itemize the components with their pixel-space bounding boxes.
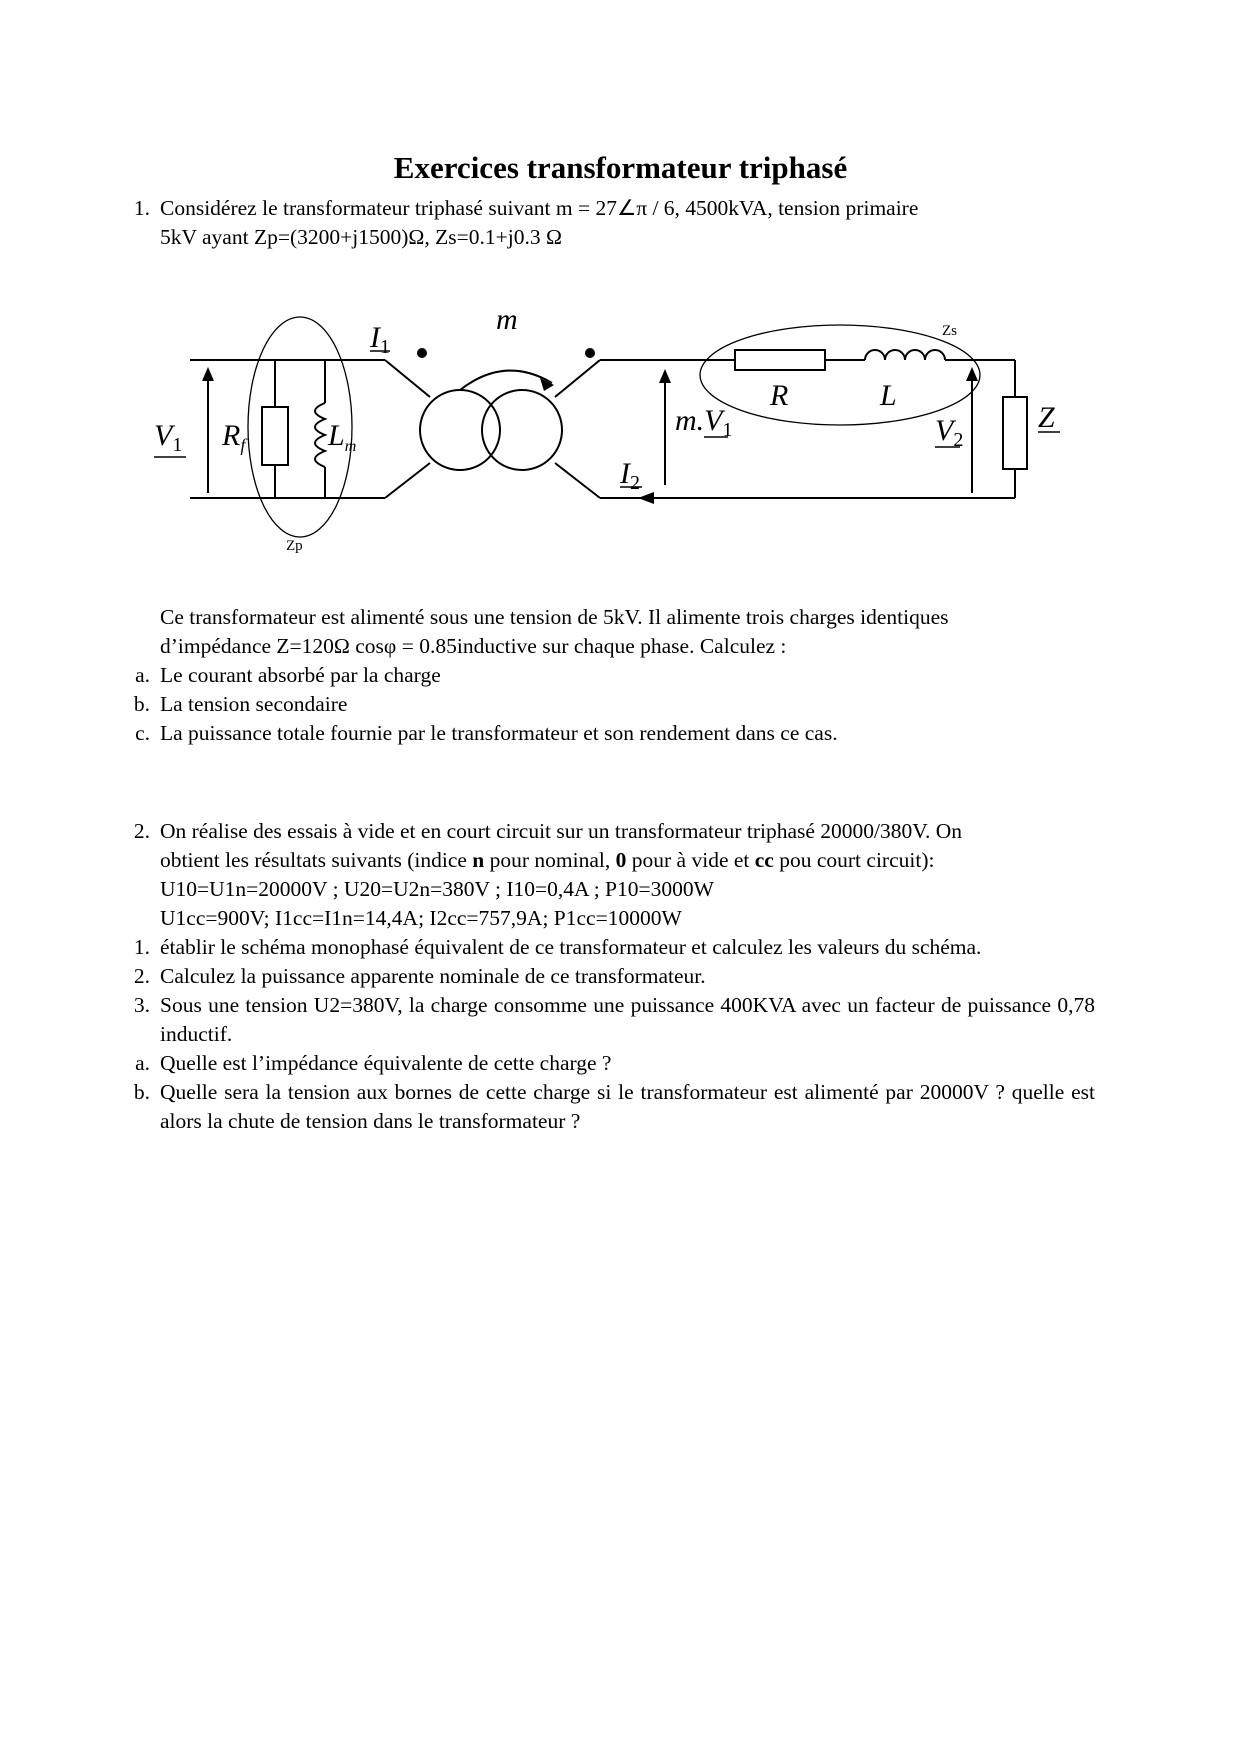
v1-label: $V_1$	[154, 419, 183, 456]
ex2-item-1: 1. établir le schéma monophasé équivalent de ce transformateur et calculez les valeurs du schéma.	[133, 935, 982, 959]
m-label: m	[496, 303, 518, 336]
ex2-item-2: 2. Calculez la puissance apparente nominale de ce transformateur.	[133, 964, 706, 988]
primary-dot	[417, 348, 427, 358]
v1-arrowhead	[202, 367, 214, 381]
r-resistor	[735, 350, 825, 370]
exercise-1-text-a: Considérez le transformateur triphasé suivant	[160, 196, 551, 220]
ex2-item-3: 3. Sous une tension U2=380V, la charge consomme une puissance 400KVA avec un facteur de puissance 0,78 inductif.	[133, 993, 1095, 1046]
rf-resistor	[262, 407, 288, 465]
intro-line-1: Ce transformateur est alimenté sous une tension de 5kV. Il alimente trois charges identiques	[160, 605, 949, 629]
zs-ellipse	[700, 325, 980, 425]
primary-bottom-lead	[385, 463, 430, 498]
z-label: Z	[1038, 401, 1055, 434]
intro-line-2-b: inductive sur chaque phase. Calculez :	[456, 634, 787, 658]
short-circuit-results: U1cc=900V; I1cc=I1n=14,4A; I2cc=757,9A; P1cc=10000W	[160, 906, 682, 930]
intro-line-2-a: d’impédance Z=120Ω	[160, 634, 350, 658]
secondary-winding	[482, 390, 562, 470]
question-c: c. La puissance totale fournie par le transformateur et son rendement dans ce cas.	[135, 721, 838, 745]
lm-label: $L_m$	[328, 419, 357, 455]
exercise-2-number: 2.	[133, 819, 150, 843]
ex2-item-b: b. Quelle sera la tension aux bornes de cette charge si le transformateur est alimenté par 20000V ? quelle est alors la chute de tension dans le transformateur ?	[133, 1080, 1095, 1133]
mv1-arrowhead	[659, 369, 671, 383]
question-a: a. Le courant absorbé par la charge	[135, 663, 441, 687]
l-label: L	[880, 379, 897, 412]
exercise-1	[120, 194, 1095, 252]
exercise-2	[120, 817, 1095, 1136]
ex2-item-a: a. Quelle est l’impédance équivalente de cette charge ?	[135, 1051, 612, 1075]
exercise-2-statement: 2. On réalise des essais à vide et en court circuit sur un transformateur triphasé 20000/380V. On obtient les résultats suivants (indice n pour nominal, 0 pour à vide et cc pou court circuit): U10=U1n=20000V ; U20=U2n=380V ; I10=0,4A ; P10=3000W U1cc=900V; I1cc=I1n=14,4A; I2cc=757,9A; P1cc=10000W	[120, 817, 1095, 933]
page-title: Exercices transformateur triphasé	[393, 150, 848, 185]
exercise-1-impedances: 5kV ayant Zp=(3200+j1500)Ω, Zs=0.1+j0.3 Ω	[160, 225, 562, 249]
exercise-1-intro	[120, 603, 1095, 661]
primary-top-lead	[385, 360, 430, 397]
circuit-diagram	[154, 303, 1200, 635]
exercise-1-statement	[120, 194, 1095, 252]
load-impedance	[1003, 397, 1027, 469]
ratio-formula: m = 27∠π / 6	[555, 196, 675, 220]
cosphi-formula: cosφ = 0.85	[355, 634, 457, 658]
i2-arrowhead	[638, 492, 654, 504]
zp-label: Zp	[286, 538, 303, 554]
no-load-results: U10=U1n=20000V ; U20=U2n=380V ; I10=0,4A ; P10=3000W	[160, 877, 714, 901]
exercise-1-text-b: , 4500kVA, tension primaire	[674, 196, 919, 220]
i1-label: $I_1$	[370, 321, 390, 358]
rf-label: $R_f$	[222, 419, 246, 455]
i2-label: $I_2$	[620, 457, 640, 494]
m-arrow	[460, 371, 552, 390]
l-inductor	[865, 350, 945, 360]
question-b: b. La tension secondaire	[133, 692, 348, 716]
primary-winding	[420, 390, 500, 470]
mv1-label: $m.V_1$	[675, 404, 733, 441]
secondary-dot	[585, 348, 595, 358]
lm-inductor	[315, 403, 325, 467]
v2-label: $V_2$	[935, 414, 964, 451]
secondary-top-lead	[555, 360, 600, 397]
zs-label: Zs	[942, 323, 957, 339]
v2-arrowhead	[966, 367, 978, 381]
secondary-bottom-lead	[555, 463, 600, 498]
exercise-1-number: 1.	[133, 196, 150, 220]
exercise-1-details	[120, 603, 1095, 748]
r-label: R	[770, 379, 789, 412]
